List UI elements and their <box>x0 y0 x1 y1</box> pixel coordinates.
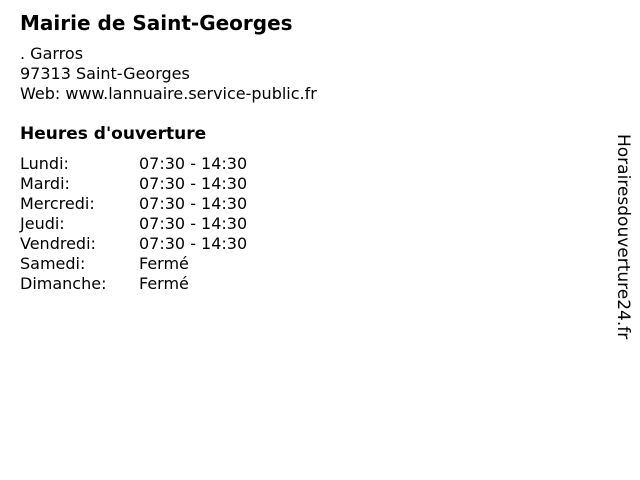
day-label: Mardi: <box>20 174 70 193</box>
hours-row-saturday <box>20 254 247 274</box>
day-label: Mercredi: <box>20 194 95 213</box>
hours-row-wednesday <box>20 194 247 214</box>
hours-row-tuesday <box>20 174 247 194</box>
office-title: Mairie de Saint-Georges <box>20 11 293 35</box>
city-line: 97313 Saint-Georges <box>20 64 190 83</box>
street-line: . Garros <box>20 44 84 63</box>
day-hours: 07:30 - 14:30 <box>139 154 248 173</box>
hours-row-sunday <box>20 274 247 294</box>
hours-row-friday <box>20 234 247 254</box>
day-label: Lundi: <box>20 154 69 173</box>
day-label: Samedi: <box>20 254 86 273</box>
address-block <box>20 44 317 104</box>
day-hours: 07:30 - 14:30 <box>139 174 248 193</box>
day-hours: 07:30 - 14:30 <box>139 194 248 213</box>
day-label: Jeudi: <box>20 214 65 233</box>
hours-row-thursday <box>20 214 247 234</box>
web-line: Web: www.lannuaire.service-public.fr <box>20 84 317 103</box>
day-hours: Fermé <box>139 274 189 293</box>
site-watermark: Horairesdouverture24.fr <box>613 134 633 340</box>
day-label: Dimanche: <box>20 274 107 293</box>
day-hours: 07:30 - 14:30 <box>139 234 248 253</box>
day-label: Vendredi: <box>20 234 96 253</box>
opening-hours-table <box>20 154 247 294</box>
day-hours: 07:30 - 14:30 <box>139 214 248 233</box>
hours-row-monday <box>20 154 247 174</box>
day-hours: Fermé <box>139 254 189 273</box>
opening-hours-heading: Heures d'ouverture <box>20 124 207 144</box>
